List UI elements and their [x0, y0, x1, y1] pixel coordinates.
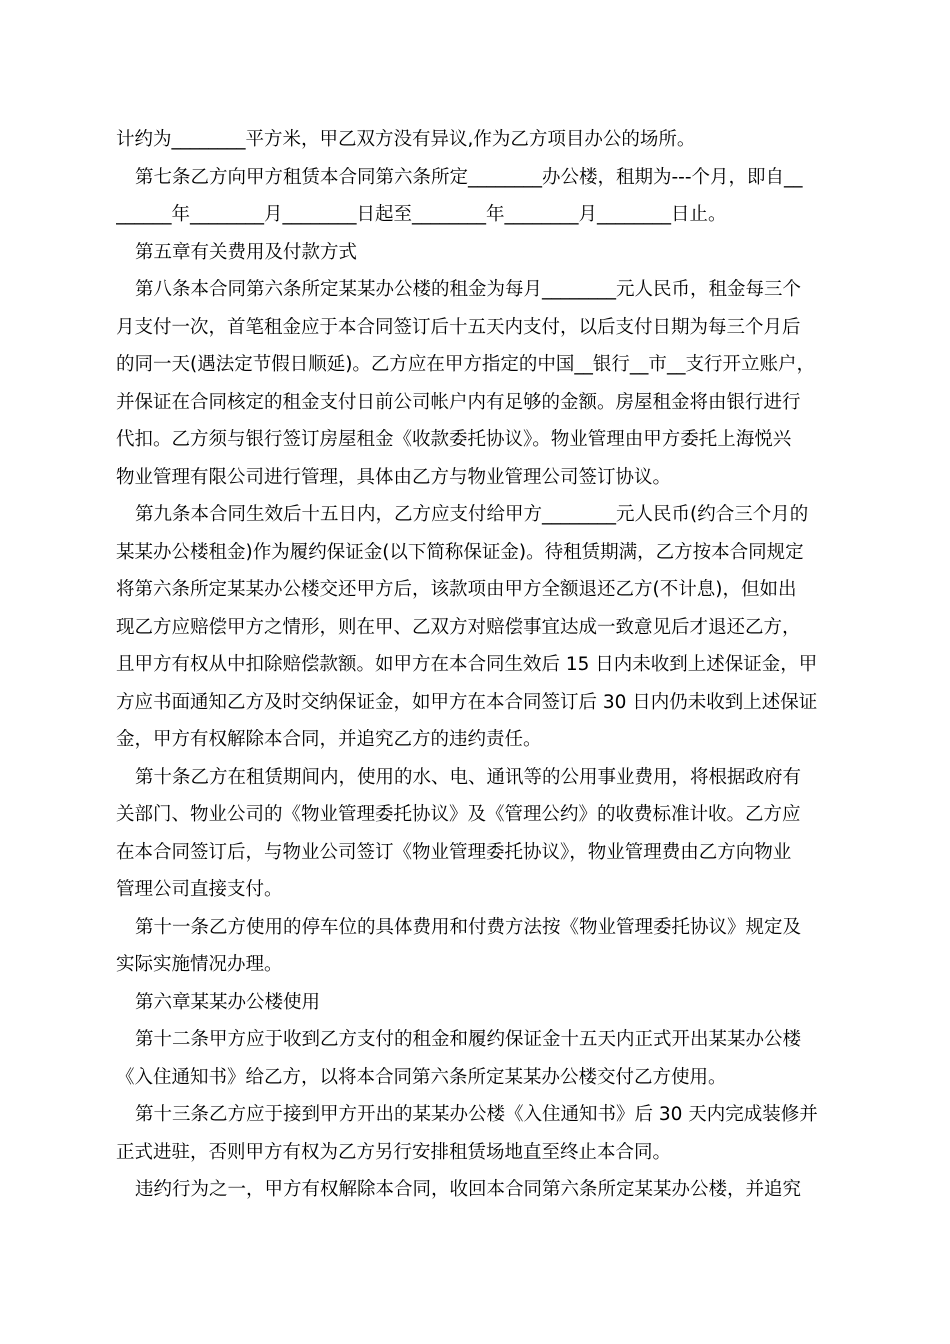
text-line: 并保证在合同核定的租金支付日前公司帐户内有足够的金额。房屋租金将由银行进行 [116, 391, 801, 413]
text-line: 现乙方应赔偿甲方之情形，则在甲、乙双方对赔偿事宜达成一致意见后才退还乙方， [116, 616, 801, 638]
text-line: 某某办公楼租金)作为履约保证金(以下简称保证金)。待租赁期满，乙方按本合同规定 [116, 541, 804, 563]
text-line: 且甲方有权从中扣除赔偿款额。如甲方在本合同生效后 15 日内未收到上述保证金，甲 [116, 654, 818, 675]
text-line: 计约为________平方米，甲乙双方没有异议,作为乙方项目办公的场所。 [116, 129, 696, 150]
text-line: 金，甲方有权解除本合同，并追究乙方的违约责任。 [116, 729, 542, 750]
text-line: 在本合同签订后，与物业公司签订《物业管理委托协议》，物业管理费由乙方向物业 [116, 841, 792, 863]
text-line: 第十条乙方在租赁期间内，使用的水、电、通讯等的公用事业费用，将根据政府有 [135, 766, 802, 788]
text-line: 管理公司直接支付。 [116, 879, 283, 900]
text-line: 第七条乙方向甲方租赁本合同第六条所定________办公楼，租期为---个月，即自__ [135, 166, 803, 188]
text-line: 第九条本合同生效后十五日内，乙方应支付给甲方________元人民币(约合三个月的 [135, 504, 809, 525]
text-line: 第十二条甲方应于收到乙方支付的租金和履约保证金十五天内正式开出某某办公楼 [135, 1029, 802, 1050]
text-line: 违约行为之一，甲方有权解除本合同，收回本合同第六条所定某某办公楼，并追究 [135, 1179, 802, 1200]
text-line: 月支付一次，首笔租金应于本合同签订后十五天内支付，以后支付日期为每三个月后 [116, 316, 801, 338]
text-line: 正式进驻，否则甲方有权为乙方另行安排租赁场地直至终止本合同。 [116, 1141, 672, 1163]
text-line: 将第六条所定某某办公楼交还甲方后，该款项由甲方全额退还乙方(不计息)，但如出 [116, 579, 797, 600]
text-line: 第十三条乙方应于接到甲方开出的某某办公楼《入住通知书》后 30 天内完成装修并 [135, 1104, 818, 1125]
text-line: 代扣。乙方须与银行签订房屋租金《收款委托协议》。物业管理由甲方委托上海悦兴 [116, 429, 792, 450]
text-line: 方应书面通知乙方及时交纳保证金，如甲方在本合同签订后 30 日内仍未收到上述保证 [116, 691, 818, 713]
text-line: ______年________月________日起至________年________月________日止。 [116, 204, 727, 225]
chapter-heading: 第六章某某办公楼使用 [135, 991, 321, 1013]
text-line: 物业管理有限公司进行管理，具体由乙方与物业管理公司签订协议。 [116, 466, 672, 488]
document-body [116, 121, 836, 1209]
text-line: 的同一天(遇法定节假日顺延)。乙方应在甲方指定的中国__银行__市__支行开立账户， [116, 354, 815, 375]
text-line: 第八条本合同第六条所定某某办公楼的租金为每月________元人民币，租金每三个 [135, 279, 802, 300]
chapter-heading: 第五章有关费用及付款方式 [135, 241, 358, 263]
text-line: 第十一条乙方使用的停车位的具体费用和付费方法按《物业管理委托协议》规定及 [135, 916, 802, 938]
text-line: 实际实施情况办理。 [116, 954, 283, 975]
text-line: 关部门、物业公司的《物业管理委托协议》及《管理公约》的收费标准计收。乙方应 [116, 804, 801, 825]
text-line: 《入住通知书》给乙方，以将本合同第六条所定某某办公楼交付乙方使用。 [116, 1066, 727, 1088]
